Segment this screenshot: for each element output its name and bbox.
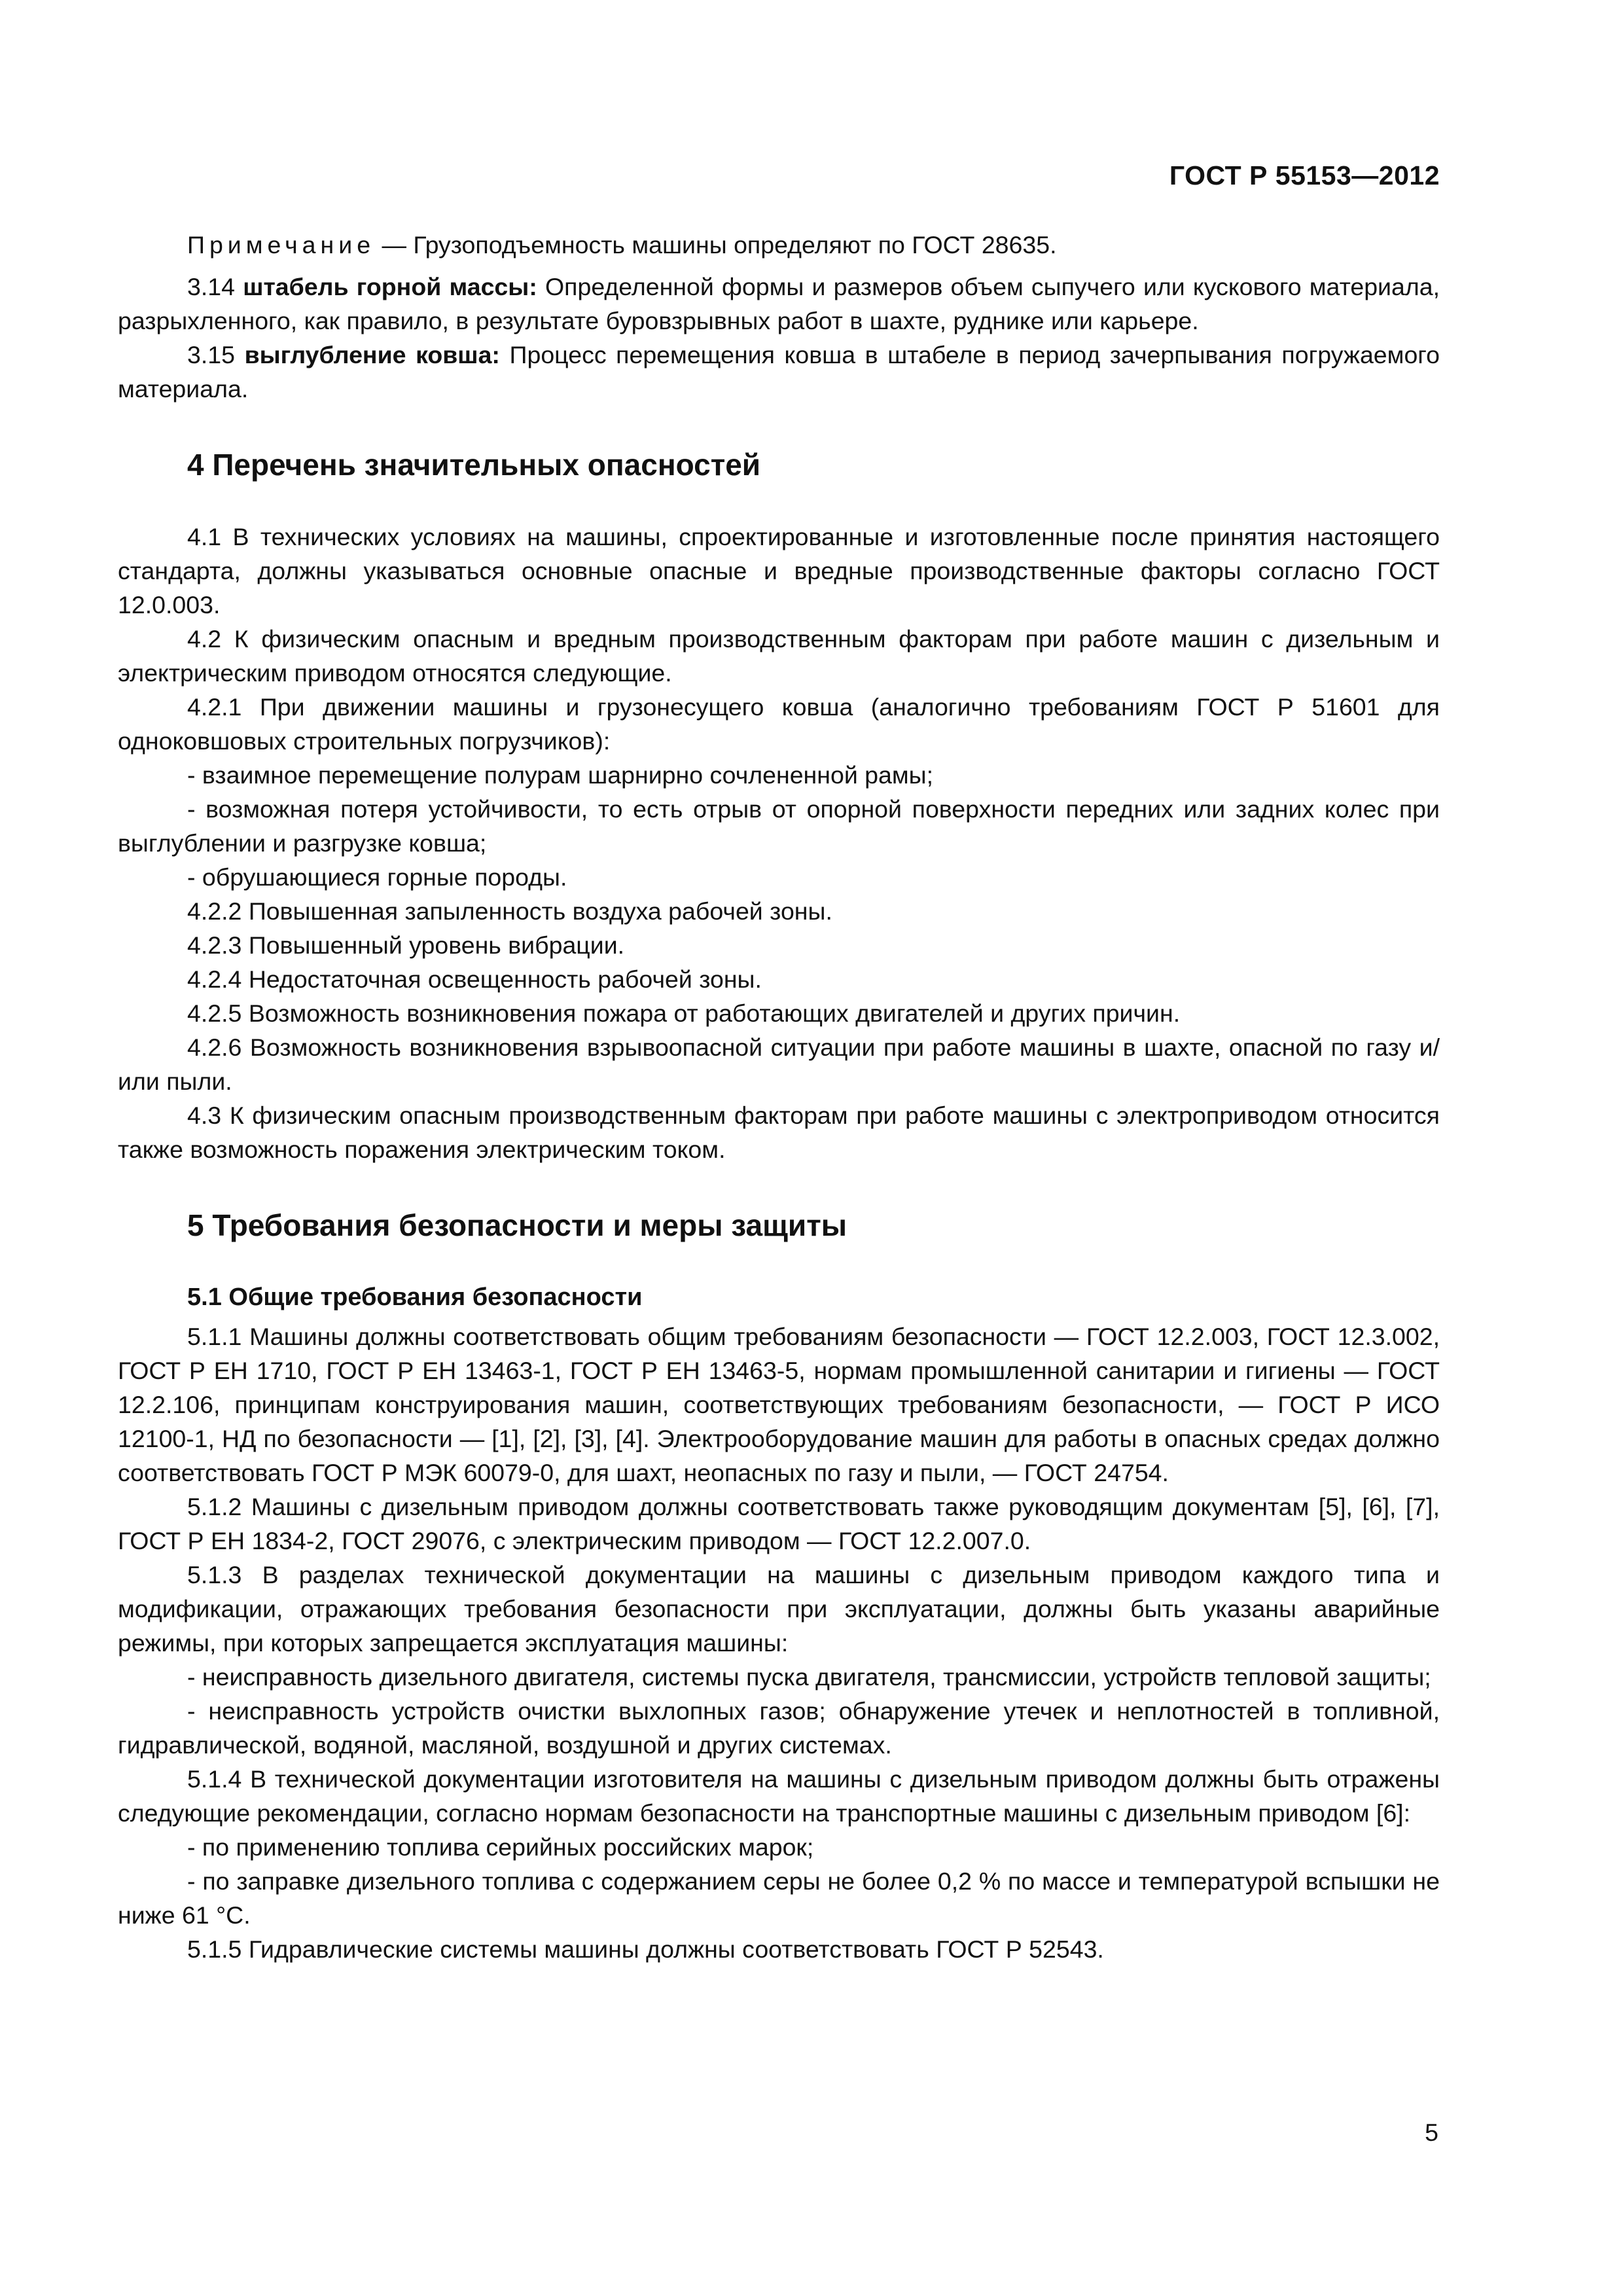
term-name: штабель горной массы: [243, 273, 537, 300]
paragraph: 5.1.2 Машины с дизельным приводом должны соответствовать также руководящим документам [5], [6], [7], ГОСТ Р ЕН 1834-2, ГОСТ 29076, с электрическим приводом — ГОСТ 12.2.007.0. [118, 1493, 1440, 1554]
paragraph: 4.2.6 Возможность возникновения взрывоопасной ситуации при работе машины в шахте, опасной по газу и/или пыли. [118, 1033, 1440, 1095]
term-text: Определенной формы и размеров объем сыпучего или кускового материала, разрыхленного, как правило, в результате буровзрывных работ в шахте, руднике или карьере. [118, 273, 1440, 334]
paragraph: 4.2.3 Повышенный уровень вибрации. [187, 931, 625, 959]
list-item: - по заправке дизельного топлива с содержанием серы не более 0,2 % по массе и температурой вспышки не ниже 61 °С. [118, 1867, 1440, 1929]
term-number: 3.15 [187, 341, 245, 368]
list-item: - по применению топлива серийных российских марок; [187, 1833, 814, 1861]
term-definition [118, 270, 1440, 338]
paragraph: 5.1.5 Гидравлические системы машины должны соответствовать ГОСТ Р 52543. [187, 1935, 1104, 1963]
list-item: - обрушающиеся горные породы. [187, 863, 567, 891]
term-number: 3.14 [187, 273, 243, 300]
note-label: Примечание [187, 231, 376, 259]
document-code-header: ГОСТ Р 55153—2012 [1169, 160, 1440, 190]
term-name: выглубление ковша: [244, 341, 500, 368]
term-text: Процесс перемещения ковша в штабеле в период зачерпывания погружаемого материала. [118, 341, 1440, 403]
paragraph: 5.1.1 Машины должны соответствовать общим требованиям безопасности — ГОСТ 12.2.003, ГОСТ 12.3.002, ГОСТ Р ЕН 1710, ГОСТ Р ЕН 13463-1, ГОСТ Р ЕН 13463-5, нормам промышленной санитарии и гигиены — ГОСТ 12.2.106, принципам конструирования машин, соответствующих требованиям безопасности, — ГОСТ Р ИСО 12100-1, НД по безопасности — [1], [2], [3], [4]. Электрооборудование машин для работы в опасных средах должно соответствовать ГОСТ Р МЭК 60079-0, для шахт, неопасных по газу и пыли, — ГОСТ 24754. [118, 1323, 1440, 1486]
subsection-5-1-heading: 5.1 Общие требования безопасности [187, 1283, 643, 1311]
list-item: - неисправность дизельного двигателя, системы пуска двигателя, трансмиссии, устройств тепловой защиты; [187, 1663, 1431, 1691]
page-body [118, 228, 1440, 1966]
paragraph: 4.2.1 При движении машины и грузонесущего ковша (аналогично требованиям ГОСТ Р 51601 для одноковшовых строительных погрузчиков): [118, 693, 1440, 755]
paragraph: 4.3 К физическим опасным производственным факторам при работе машины с электроприводом относится также возможность поражения электрическим током. [118, 1102, 1440, 1163]
paragraph: 4.2.5 Возможность возникновения пожара от работающих двигателей и других причин. [187, 999, 1181, 1027]
page-number: 5 [1425, 2119, 1438, 2146]
paragraph: 4.1 В технических условиях на машины, спроектированные и изготовленные после принятия настоящего стандарта, должны указываться основные опасные и вредные производственные факторы согласно ГОСТ 12.0.003. [118, 523, 1440, 619]
note-text: — Грузоподъемность машины определяют по ГОСТ 28635. [375, 231, 1057, 259]
paragraph: 5.1.3 В разделах технической документации на машины с дизельным приводом каждого типа и модификации, отражающих требования безопасности при эксплуатации, должны быть указаны аварийные режимы, при которых запрещается эксплуатация машины: [118, 1561, 1440, 1657]
term-definition [118, 338, 1440, 406]
section-4-heading: 4 Перечень значительных опасностей [187, 448, 761, 482]
paragraph: 4.2 К физическим опасным и вредным производственным факторам при работе машин с дизельным и электрическим приводом относятся следующие. [118, 625, 1440, 687]
section-5-heading: 5 Требования безопасности и меры защиты [187, 1208, 847, 1242]
list-item: - возможная потеря устойчивости, то есть отрыв от опорной поверхности передних или задних колес при выглублении и разгрузке ковша; [118, 795, 1440, 857]
paragraph: 4.2.4 Недостаточная освещенность рабочей зоны. [187, 965, 762, 993]
paragraph: 5.1.4 В технической документации изготовителя на машины с дизельным приводом должны быть отражены следующие рекомендации, согласно нормам безопасности на транспортные машины с дизельным приводом [6]: [118, 1765, 1440, 1827]
note-paragraph [118, 228, 1440, 262]
list-item: - неисправность устройств очистки выхлопных газов; обнаружение утечек и неплотностей в топливной, гидравлической, водяной, масляной, воздушной и других системах. [118, 1697, 1440, 1759]
list-item: - взаимное перемещение полурам шарнирно сочлененной рамы; [187, 761, 934, 789]
paragraph: 4.2.2 Повышенная запыленность воздуха рабочей зоны. [187, 897, 832, 925]
